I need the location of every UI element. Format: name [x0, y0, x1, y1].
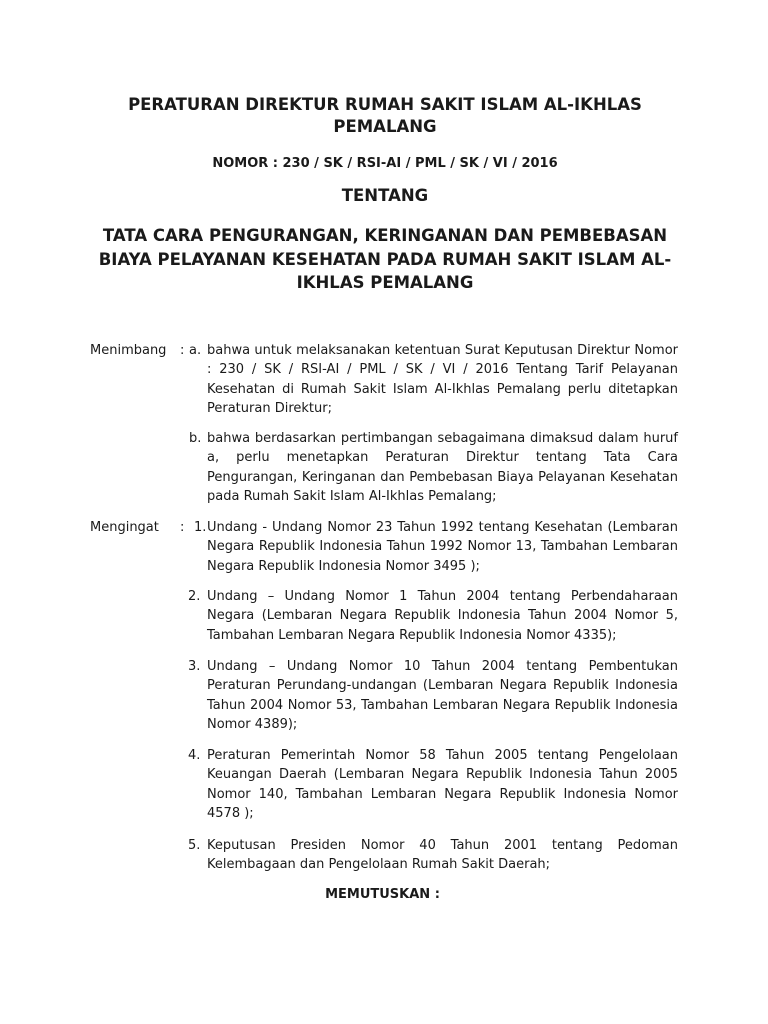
item-marker: 5.	[188, 838, 201, 853]
document-title: PERATURAN DIREKTUR RUMAH SAKIT ISLAM AL-IKHLAS PEMALANG	[128, 95, 642, 136]
menimbang-colon: :	[180, 343, 185, 358]
item-marker: b.	[189, 431, 202, 446]
item-text: Undang – Undang Nomor 1 Tahun 2004 tentang Perbendaharaan Negara (Lembaran Negara Republik Indonesia Tahun 2004 Nomor 5, Tambahan Lembaran Negara Republik Indonesia Nomor 4335);	[207, 589, 678, 643]
mengingat-label: Mengingat	[90, 520, 159, 535]
mengingat-colon: :	[180, 520, 185, 535]
item-marker: 2.	[188, 589, 201, 604]
item-marker: a.	[189, 343, 202, 358]
item-text: Undang - Undang Nomor 23 Tahun 1992 tentang Kesehatan (Lembaran Negara Republik Indonesia Tahun 1992 Nomor 13, Tambahan Lembaran Negara Republik Indonesia Nomor 3495 );	[207, 520, 678, 574]
item-marker: 1.	[194, 520, 207, 535]
item-marker: 4.	[188, 748, 201, 763]
document-subject: TATA CARA PENGURANGAN, KERINGANAN DAN PEMBEBASAN BIAYA PELAYANAN KESEHATAN PADA RUMAH SAKIT ISLAM AL-IKHLAS PEMALANG	[98, 226, 672, 292]
item-text: Peraturan Pemerintah Nomor 58 Tahun 2005 tentang Pengelolaan Keuangan Daerah (Lembaran Negara Republik Indonesia Tahun 2005 Nomor 140, Tambahan Lembaran Negara Republik Indonesia Nomor 4578 );	[207, 748, 678, 822]
document-number: NOMOR : 230 / SK / RSI-AI / PML / SK / VI / 2016	[212, 156, 558, 171]
item-text: bahwa berdasarkan pertimbangan sebagaimana dimaksud dalam huruf a, perlu menetapkan Peraturan Direktur tentang Tata Cara Pengurangan, Keringanan dan Pembebasan Biaya Pelayanan Kesehatan pada Rumah Sakit Islam Al-Ikhlas Pemalang;	[207, 431, 678, 505]
item-text: Undang – Undang Nomor 10 Tahun 2004 tentang Pembentukan Peraturan Perundang-undangan (Lembaran Negara Republik Indonesia Tahun 2004 Nomor 53, Tambahan Lembaran Negara Republik Indonesia Nomor 4389);	[207, 659, 678, 733]
item-marker: 3.	[188, 659, 201, 674]
item-text: bahwa untuk melaksanakan ketentuan Surat Keputusan Direktur Nomor : 230 / SK / RSI-AI / PML / SK / VI / 2016 Tentang Tarif Pelayanan Kesehatan di Rumah Sakit Islam Al-Ikhlas Pemalang perlu ditetapkan Peraturan Direktur;	[207, 343, 678, 417]
tentang-heading: TENTANG	[341, 186, 429, 205]
item-text: Keputusan Presiden Nomor 40 Tahun 2001 tentang Pedoman Kelembagaan dan Pengelolaan Rumah Sakit Daerah;	[207, 838, 678, 873]
memutuskan-heading: MEMUTUSKAN :	[325, 887, 440, 902]
menimbang-label: Menimbang	[90, 343, 167, 358]
